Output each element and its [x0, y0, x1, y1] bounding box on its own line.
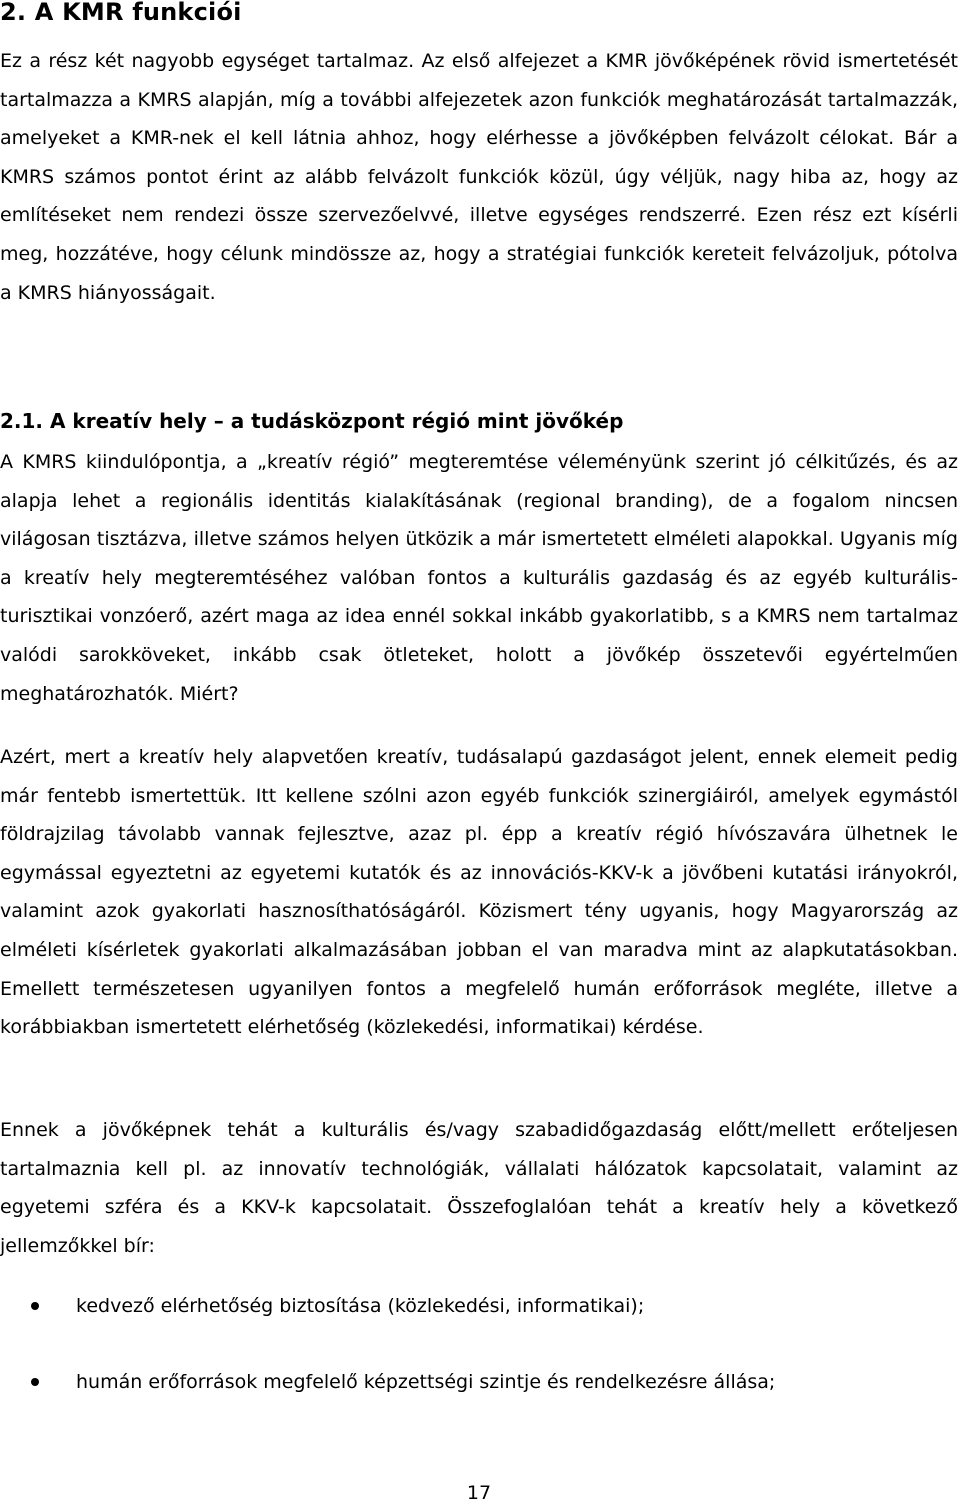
list-item-text: kedvező elérhetőség biztosítása (közlekedési, informatikai);: [76, 1295, 645, 1317]
page-number: 17: [466, 1482, 492, 1504]
intro-paragraph: Ez a rész két nagyobb egységet tartalmaz. Az első alfejezet a KMR jövőképének rövid ismertetését tartalmazza a KMRS alapján, míg a további alfejezetek azon funkciók meghatározását tartalmazzák, amelyeket a KMR-nek el kell látnia ahhoz, hogy elérhesse a jövőképben felvázolt célokat. Bár a KMRS számos pontot érint az alább felvázolt funkciók közül, úgy véljük, nagy hiba az, hogy az említéseket nem rendezi össze szervezőelvvé, illetve egységes rendszerré. Ezen rész ezt kísérli meg, hozzátéve, hogy célunk mindössze az, hogy a stratégiai funkciók kereteit felvázoljuk, pótolva a KMRS hiányosságait.: [0, 50, 958, 304]
bullet-icon: [31, 1378, 39, 1386]
body-paragraph: Azért, mert a kreatív hely alapvetően kreatív, tudásalapú gazdaságot jelent, ennek elemeit pedig már fentebb ismertettük. Itt kellene szólni azon egyéb funkciók szinergiáiról, amelyek egymástól földrajzilag távolabb vannak fejlesztve, azaz pl. épp a kreatív régió hívószavára ülhetnek le egymással egyeztetni az egyetemi kutatók és az innovációs-KKV-k a jövőbeni kutatási irányokról, valamint azok gyakorlati hasznosíthatóságáról. Közismert tény ugyanis, hogy Magyarország az elméleti kísérletek gyakorlati alkalmazásában jobban el van maradva mint az alapkutatásokban. Emellett természetesen ugyanilyen fontos a megfelelő humán erőforrások megléte, illetve a korábbiakban ismertetett elérhetőség (közlekedési, informatikai) kérdése.: [0, 746, 958, 1039]
feature-list: [0, 1287, 958, 1439]
body-paragraph: Ennek a jövőképnek tehát a kulturális és/vagy szabadidőgazdaság előtt/mellett erőteljesen tartalmaznia kell pl. az innovatív technológiák, vállalati hálózatok kapcsolatait, valamint az egyetemi szféra és a KKV-k kapcsolatait. Összefoglalóan tehát a kreatív hely a következő jellemzőkkel bír:: [0, 1119, 958, 1257]
chapter-title: 2. A KMR funkciói: [0, 0, 242, 26]
list-item: [0, 1287, 958, 1325]
list-item: [0, 1363, 958, 1401]
list-item-text: humán erőforrások megfelelő képzettségi szintje és rendelkezésre állása;: [76, 1371, 776, 1393]
body-paragraph: A KMRS kiindulópontja, a „kreatív régió” megteremtése véleményünk szerint jó célkitűzés, és az alapja lehet a regionális identitás kialakításának (regional branding), de a fogalom nincsen világosan tisztázva, illetve számos helyen ütközik a már ismertetett elméleti alapokkal. Ugyanis míg a kreatív hely megteremtéséhez valóban fontos a kulturális gazdaság és az egyéb kulturális-turisztikai vonzóerő, azért maga az idea ennél sokkal inkább gyakorlatibb, s a KMRS nem tartalmaz valódi sarokköveket, inkább csak ötleteket, holott a jövőkép összetevői egyértelműen meghatározhatók. Miért?: [0, 451, 958, 705]
bullet-icon: [31, 1302, 39, 1310]
section-title: 2.1. A kreatív hely – a tudásközpont régió mint jövőkép: [0, 409, 624, 433]
